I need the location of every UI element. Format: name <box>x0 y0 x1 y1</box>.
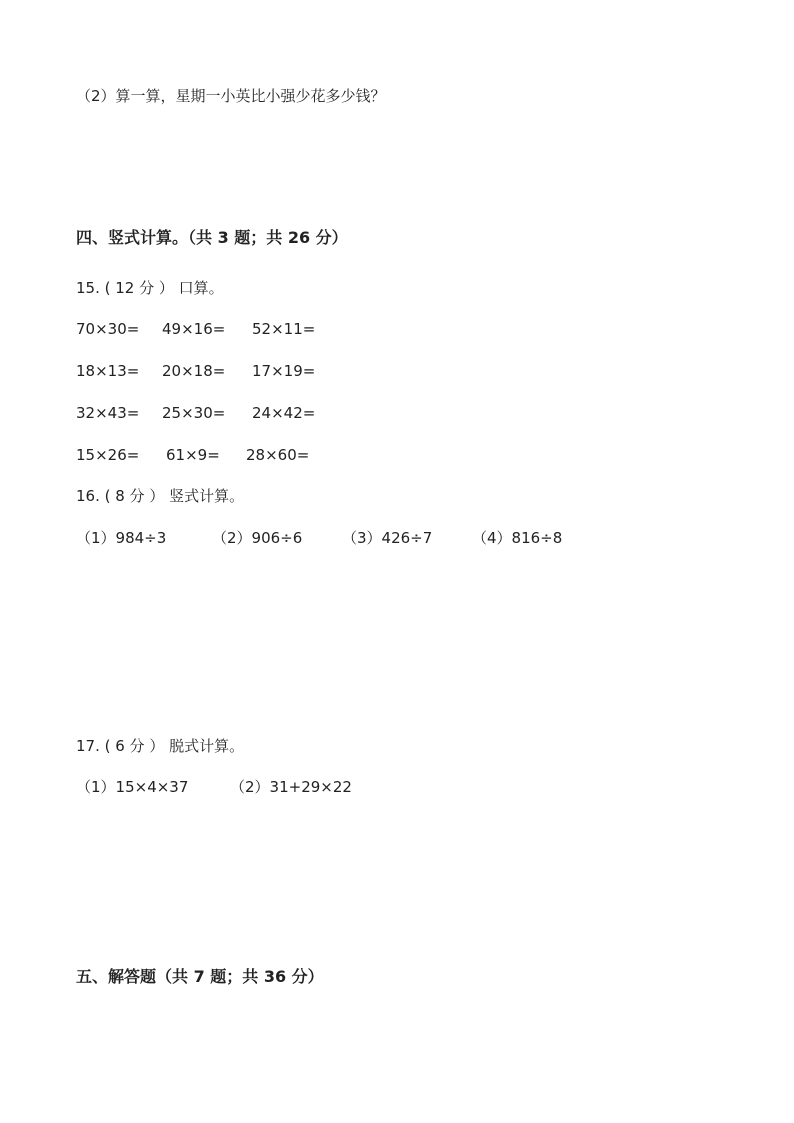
mental-calc-item: 20×18= <box>162 362 226 380</box>
question-16-title: 16. ( 8 分 ） 竖式计算。 <box>76 487 245 505</box>
mental-calc-item: 25×30= <box>162 404 226 422</box>
vertical-calc-item: （3）426÷7 <box>342 529 433 547</box>
mental-calc-item: 32×43= <box>76 404 140 422</box>
question-17-title: 17. ( 6 分 ） 脱式计算。 <box>76 737 245 755</box>
mental-calc-item: 28×60= <box>246 446 310 464</box>
vertical-calc-item: （4）816÷8 <box>472 529 563 547</box>
mental-calc-item: 52×11= <box>252 320 316 338</box>
question-15-title: 15. ( 12 分 ） 口算。 <box>76 279 224 297</box>
mental-calc-item: 15×26= <box>76 446 140 464</box>
question-14-part-2: （2）算一算，星期一小英比小强少花多少钱？ <box>76 87 386 105</box>
vertical-calc-item: （2）906÷6 <box>212 529 303 547</box>
step-calc-item: （1）15×4×37 <box>76 778 189 796</box>
vertical-calc-item: （1）984÷3 <box>76 529 167 547</box>
section-5-heading: 五、解答题（共 7 题；共 36 分） <box>76 967 324 986</box>
section-4-heading: 四、竖式计算。（共 3 题；共 26 分） <box>76 228 348 247</box>
mental-calc-item: 49×16= <box>162 320 226 338</box>
mental-calc-item: 61×9= <box>166 446 220 464</box>
step-calc-item: （2）31+29×22 <box>230 778 352 796</box>
mental-calc-item: 24×42= <box>252 404 316 422</box>
mental-calc-item: 18×13= <box>76 362 140 380</box>
mental-calc-item: 70×30= <box>76 320 140 338</box>
mental-calc-item: 17×19= <box>252 362 316 380</box>
